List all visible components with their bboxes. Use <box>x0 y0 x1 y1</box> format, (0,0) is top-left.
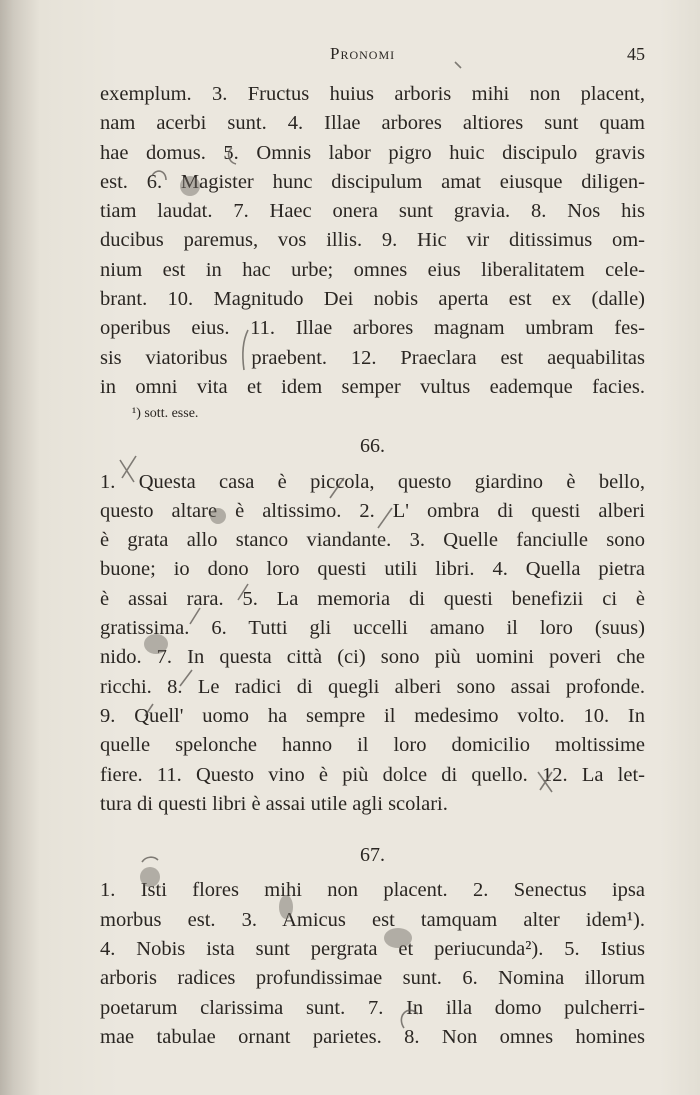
page-body <box>100 80 645 1052</box>
text-line: è assai rara. 5. La memoria di questi benefizii ci è <box>100 587 645 610</box>
text-line: poetarum clarissima sunt. 7. In illa domo pulcherri- <box>100 996 645 1019</box>
text-line: è grata allo stanco viandante. 3. Quelle fanciulle sono <box>100 529 645 552</box>
text-line: fiere. 11. Questo vino è più dolce di quello. 12. La let- <box>100 763 645 786</box>
text-line: questo altare è altissimo. 2. L' ombra di questi alberi <box>100 499 645 522</box>
text-line: est. 6. Magister hunc discipulum amat eiusque diligen- <box>100 170 645 193</box>
page-number: 45 <box>627 44 645 64</box>
text-line: 1. Isti flores mihi non placent. 2. Senectus ipsa <box>100 879 645 902</box>
section-66-exercise <box>100 468 645 820</box>
text-line: mae tabulae ornant parietes. 8. Non omnes homines <box>100 1025 645 1048</box>
text-line: morbus est. 3. Amicus est tamquam alter idem¹). <box>100 908 645 931</box>
text-line: nido. 7. In questa città (ci) sono più uomini poveri che <box>100 646 645 669</box>
text-line: buone; io dono loro questi utili libri. 4. Quella pietra <box>100 558 645 581</box>
running-title: Pronomi <box>330 44 396 63</box>
section-67-exercise <box>100 876 645 1052</box>
text-line: quelle spelonche hanno il loro domicilio moltissime <box>100 734 645 757</box>
text-line: ricchi. 8. Le radici di quegli alberi sono assai profonde. <box>100 675 645 698</box>
text-line: nam acerbi sunt. 4. Illae arbores altiores sunt quam <box>100 112 645 135</box>
section-number-66: 66. <box>360 435 385 458</box>
text-line: exemplum. 3. Fructus huius arboris mihi non placent, <box>100 83 645 105</box>
text-line: 1. Questa casa è piccola, questo giardino è bello, <box>100 470 645 493</box>
section-65-continuation <box>100 80 645 402</box>
text-line: arboris radices profundissimae sunt. 6. Nomina illorum <box>100 967 645 990</box>
text-line: nium est in hac urbe; omnes eius liberalitatem cele- <box>100 258 645 281</box>
text-line: 9. Quell' uomo ha sempre il medesimo volto. 10. In <box>100 704 645 727</box>
text-line: sis viatoribus praebent. 12. Praeclara est aequabilitas <box>100 346 645 369</box>
footnote: ¹) sott. esse. <box>132 406 199 422</box>
text-line: tura di questi libri è assai utile agli scolari. <box>100 792 448 815</box>
text-line: tiam laudat. 7. Haec onera sunt gravia. 8. Nos his <box>100 200 645 223</box>
text-line: hae domus. 5. Omnis labor pigro huic discipulo gravis <box>100 141 645 164</box>
text-line: in omni vita et idem semper vultus eademque facies. <box>100 375 645 398</box>
text-line: gratissima. 6. Tutti gli uccelli amano il loro (suus) <box>100 617 645 640</box>
page-header <box>100 44 645 70</box>
text-line: brant. 10. Magnitudo Dei nobis aperta est ex (dalle) <box>100 288 645 311</box>
text-line: ducibus paremus, vos illis. 9. Hic vir ditissimus om- <box>100 229 645 252</box>
text-line: 4. Nobis ista sunt pergrata et periucunda²). 5. Istius <box>100 938 645 961</box>
text-line: operibus eius. 11. Illae arbores magnam umbram fes- <box>100 317 645 340</box>
section-number-67: 67. <box>360 844 385 867</box>
